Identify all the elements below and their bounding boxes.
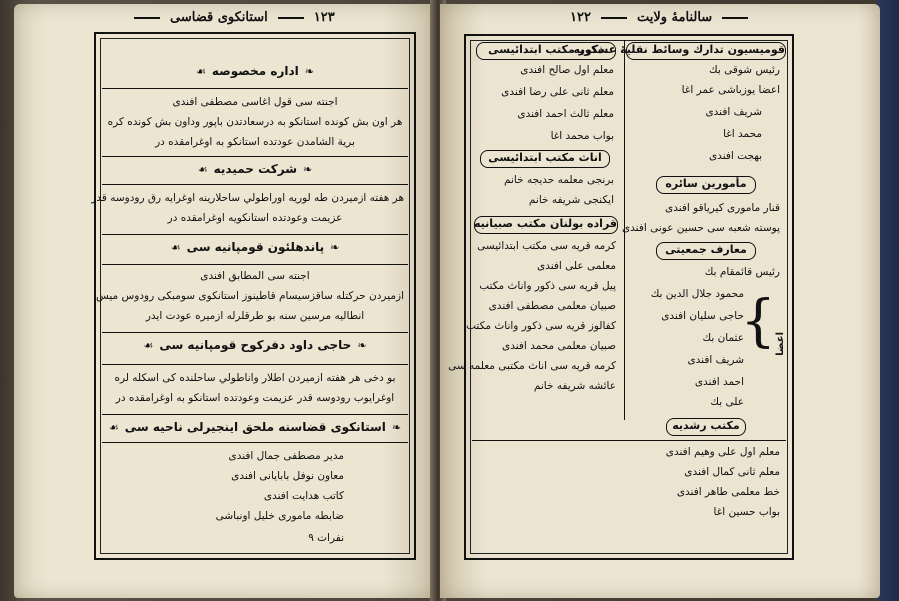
page-number: ١٢٣ — [313, 10, 335, 25]
right-page-frame — [448, 34, 794, 560]
left-page-frame — [91, 32, 416, 560]
list-item: بواب محمد اغا — [550, 130, 614, 142]
officials-heading: مأمورين سائره — [656, 176, 756, 194]
list-item: ايكنجى شريفه خانم — [528, 194, 614, 206]
boys-school-heading: ذكور مكتب ابتدائيسى — [476, 42, 616, 60]
list-item: بهجت افندى — [708, 150, 762, 162]
section-line: برية الشامدن عودتده استانكو به اوغرامقده در — [155, 136, 355, 148]
list-item: پيل قريه سى ذكور واناث مكتب — [479, 280, 616, 292]
section-divider — [102, 88, 408, 89]
list-item: شريف افندى — [687, 354, 744, 366]
section-divider — [102, 264, 408, 265]
left-page-header — [134, 10, 335, 25]
section-divider — [102, 184, 408, 185]
section-title: ❧اداره مخصوصه☙ — [196, 64, 314, 78]
list-item: رئيس قائمقام بك — [704, 266, 780, 278]
section-divider — [102, 414, 408, 415]
maarif-heading: معارف جمعيتى — [656, 242, 756, 260]
running-title: سالنامهٔ ولايت — [636, 10, 713, 25]
list-item: بواب حسين اغا — [713, 506, 780, 518]
list-item: شريف افندى — [705, 106, 762, 118]
section-divider — [102, 332, 408, 333]
header-dash — [278, 17, 304, 19]
section-divider — [102, 156, 408, 157]
section-line: هر اون بش كونده استانكو به درسعادتدن باپور وداون بش كونده كره — [107, 116, 403, 128]
list-item: اعضا يوزباشى عمر اغا — [681, 84, 780, 96]
section-line: عزيمت وعودتده استانكويه اوغرامقده در — [167, 212, 343, 224]
list-item: عثمان بك — [702, 332, 744, 344]
section-title: ❧حاجى داود دفركوح قومپانيه سى☙ — [143, 338, 367, 352]
section-title: ❧پاندهلئون قومپانيه سى☙ — [170, 240, 340, 254]
section-line: هر هفته ازميردن طه لوريه اوراطولي ساحلارينه اوغرايه رق رودوسه قدر — [91, 192, 404, 204]
list-item: خط معلمى طاهر افندى — [676, 486, 780, 498]
section-title: ❧استانكوى قضاسنه ملحق اينجيرلى ناحيه سى☙ — [108, 420, 402, 434]
section-line: اجنته سى قول اغاسى مصطفى افندى — [172, 96, 338, 108]
list-item: كفالوز قريه سى ذكور واناث مكتب — [466, 320, 616, 332]
section-divider — [472, 440, 786, 441]
section-divider — [102, 234, 408, 235]
list-item: صبيان معلمى محمد افندى — [502, 340, 616, 352]
list-item: كرمه قريه سى اناث مكتبى معلمه سى — [448, 360, 616, 372]
list-item: احمد افندى — [694, 376, 744, 388]
section-line: ازميردن حركتله ساقزسيسام قاطينوز استانكوى سومبكى رودوس ميس — [95, 290, 404, 302]
header-dash — [601, 17, 627, 19]
list-item: رئيس شوقى بك — [709, 64, 780, 76]
list-item: معلمى على افندى — [537, 260, 616, 272]
list-item: برنجى معلمه حديجه خانم — [504, 174, 614, 186]
list-item: كرمه قريه سى مكتب ابتدائيسى — [477, 240, 616, 252]
list-item: صبيان معلمى مصطفى افندى — [488, 300, 616, 312]
list-item: پوسته شعبه سى حسين عونى افندى — [621, 222, 780, 234]
brace-bracket: { — [740, 289, 776, 354]
section-line: مدير مصطفى جمال افندى — [228, 450, 344, 462]
rushdiye-heading: مكتب رشديه — [666, 418, 746, 436]
right-page — [440, 4, 880, 598]
girls-school-heading: اناث مكتب ابتدائيسى — [480, 150, 610, 168]
list-item: حاجى سليان افندى — [661, 310, 744, 322]
list-item: معلم ثالث احمد افندى — [517, 108, 614, 120]
list-item: معلم ثانى على رضا افندى — [501, 86, 614, 98]
section-line: بو دخى هر هفته ازميردن اطلار واناطولي ساحلنده كى اسكله لره — [114, 372, 396, 384]
section-line: انطاليه مرسين سنه بو طرقلرله ازميره عودت ايدر — [145, 310, 365, 322]
list-item: معلم ثانى كمال افندى — [684, 466, 780, 478]
left-page — [14, 4, 434, 598]
section-title: ❧شركت حميديه☙ — [197, 162, 313, 176]
commission-heading: قوميسيون تدارك وسائط نقليهٔ عسكريه — [626, 42, 786, 60]
book-edge — [877, 0, 899, 601]
members-side-label: اعضا — [775, 332, 786, 356]
village-schools-heading: قراده بولنان مكتب صبيانيه — [474, 216, 618, 234]
section-divider — [102, 364, 408, 365]
running-title: استانكوى قضاسى — [170, 10, 268, 25]
header-dash — [134, 17, 160, 19]
section-line: نفرات ٩ — [308, 532, 344, 544]
list-item: محمود جلال الدين بك — [650, 288, 744, 300]
section-line: ضابطه مامورى خليل اونباشى — [215, 510, 344, 522]
section-line: اوغرايوب رودوسه قدر عزيمت وعودتده استانكو به اوغرامقده در — [115, 392, 395, 404]
list-item: معلم اول صالح افندى — [520, 64, 614, 76]
section-divider — [102, 442, 408, 443]
header-dash — [722, 17, 748, 19]
list-item: محمد اغا — [723, 128, 762, 140]
list-item: على بك — [710, 396, 744, 408]
list-item: عائشه شريفه خانم — [533, 380, 616, 392]
list-item: قنار مامورى كيرياقو افندى — [665, 202, 780, 214]
page-number: ١٢٢ — [570, 10, 591, 25]
section-line: معاون نوفل بابايانى افندى — [231, 470, 344, 482]
section-line: كاتب هدايت افندى — [263, 490, 344, 502]
list-item: معلم اول على وهيم افندى — [665, 446, 780, 458]
right-page-header — [570, 10, 748, 25]
section-line: اجنته سى المطابق افندى — [200, 270, 310, 282]
